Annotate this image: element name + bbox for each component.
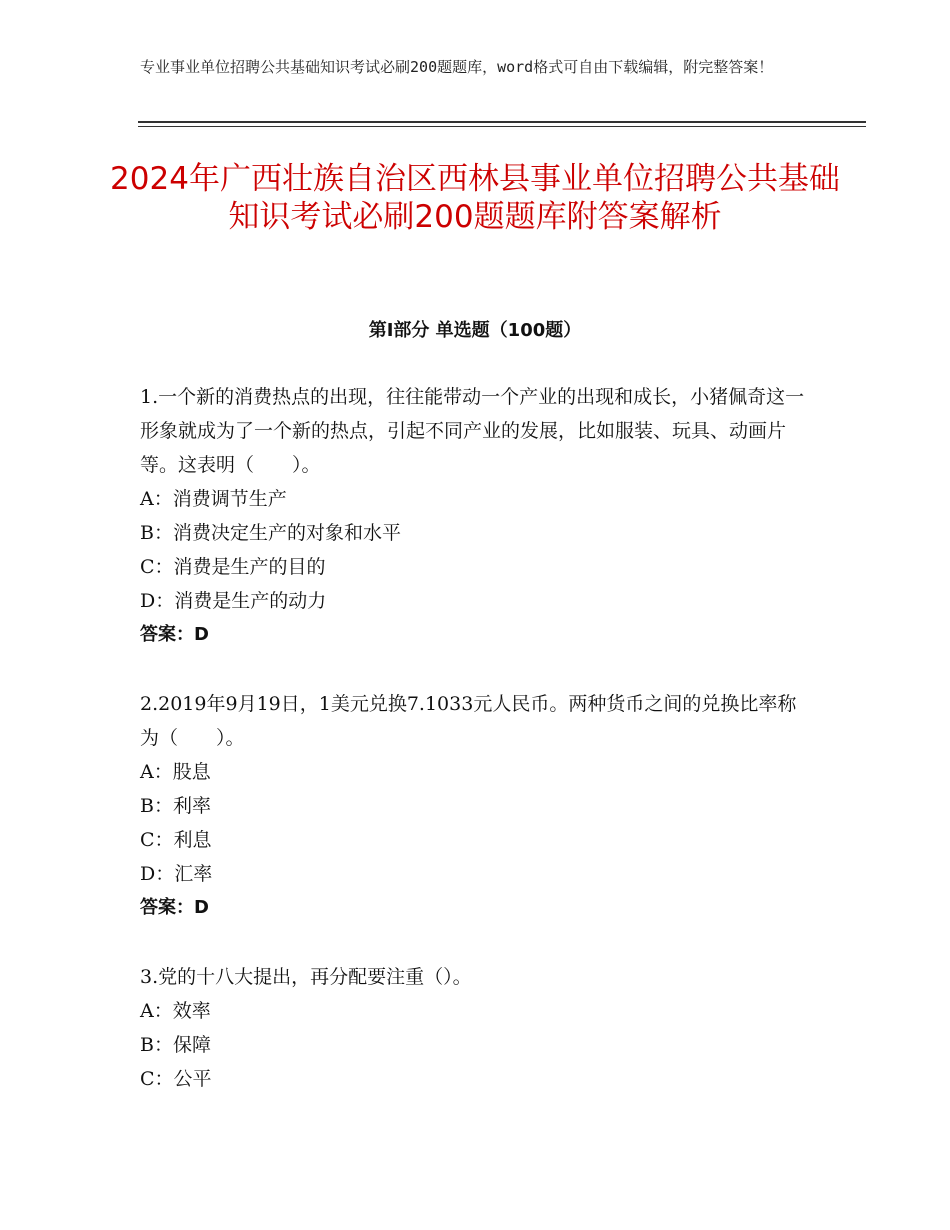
document-title: 2024年广西壮族自治区西林县事业单位招聘公共基础知识考试必刷200题题库附答案解析	[110, 161, 840, 235]
option-b: B：利率	[140, 795, 211, 817]
question-stem: 2.2019年9月19日，1美元兑换7.1033元人民币。两种货币之间的兑换比率称为（ ）。	[140, 693, 797, 749]
question-2	[140, 687, 810, 925]
option-a: A：股息	[140, 761, 211, 783]
header-note: 专业事业单位招聘公共基础知识考试必刷200题题库，word格式可自由下载编辑，附完整答案！	[140, 58, 774, 76]
question-stem: 1.一个新的消费热点的出现，往往能带动一个产业的出现和成长，小猪佩奇这一形象就成为了一个新的热点，引起不同产业的发展，比如服装、玩具、动画片等。这表明（ ）。	[140, 386, 805, 476]
answer: 答案：D	[140, 624, 209, 645]
option-b: B：消费决定生产的对象和水平	[140, 522, 401, 544]
question-3	[140, 960, 810, 1096]
question-1	[140, 380, 810, 652]
option-c: C：利息	[140, 829, 212, 851]
option-b: B：保障	[140, 1034, 211, 1056]
question-stem: 3.党的十八大提出，再分配要注重（）。	[140, 966, 472, 988]
answer: 答案：D	[140, 897, 209, 918]
header-rule-top	[138, 121, 866, 123]
option-c: C：公平	[140, 1068, 212, 1090]
option-d: D：汇率	[140, 863, 213, 885]
section-title: 第Ⅰ部分 单选题（100题）	[368, 320, 582, 341]
header-rule-bottom	[138, 126, 866, 127]
option-c: C：消费是生产的目的	[140, 556, 326, 578]
option-d: D：消费是生产的动力	[140, 590, 327, 612]
option-a: A：消费调节生产	[140, 488, 287, 510]
option-a: A：效率	[140, 1000, 211, 1022]
